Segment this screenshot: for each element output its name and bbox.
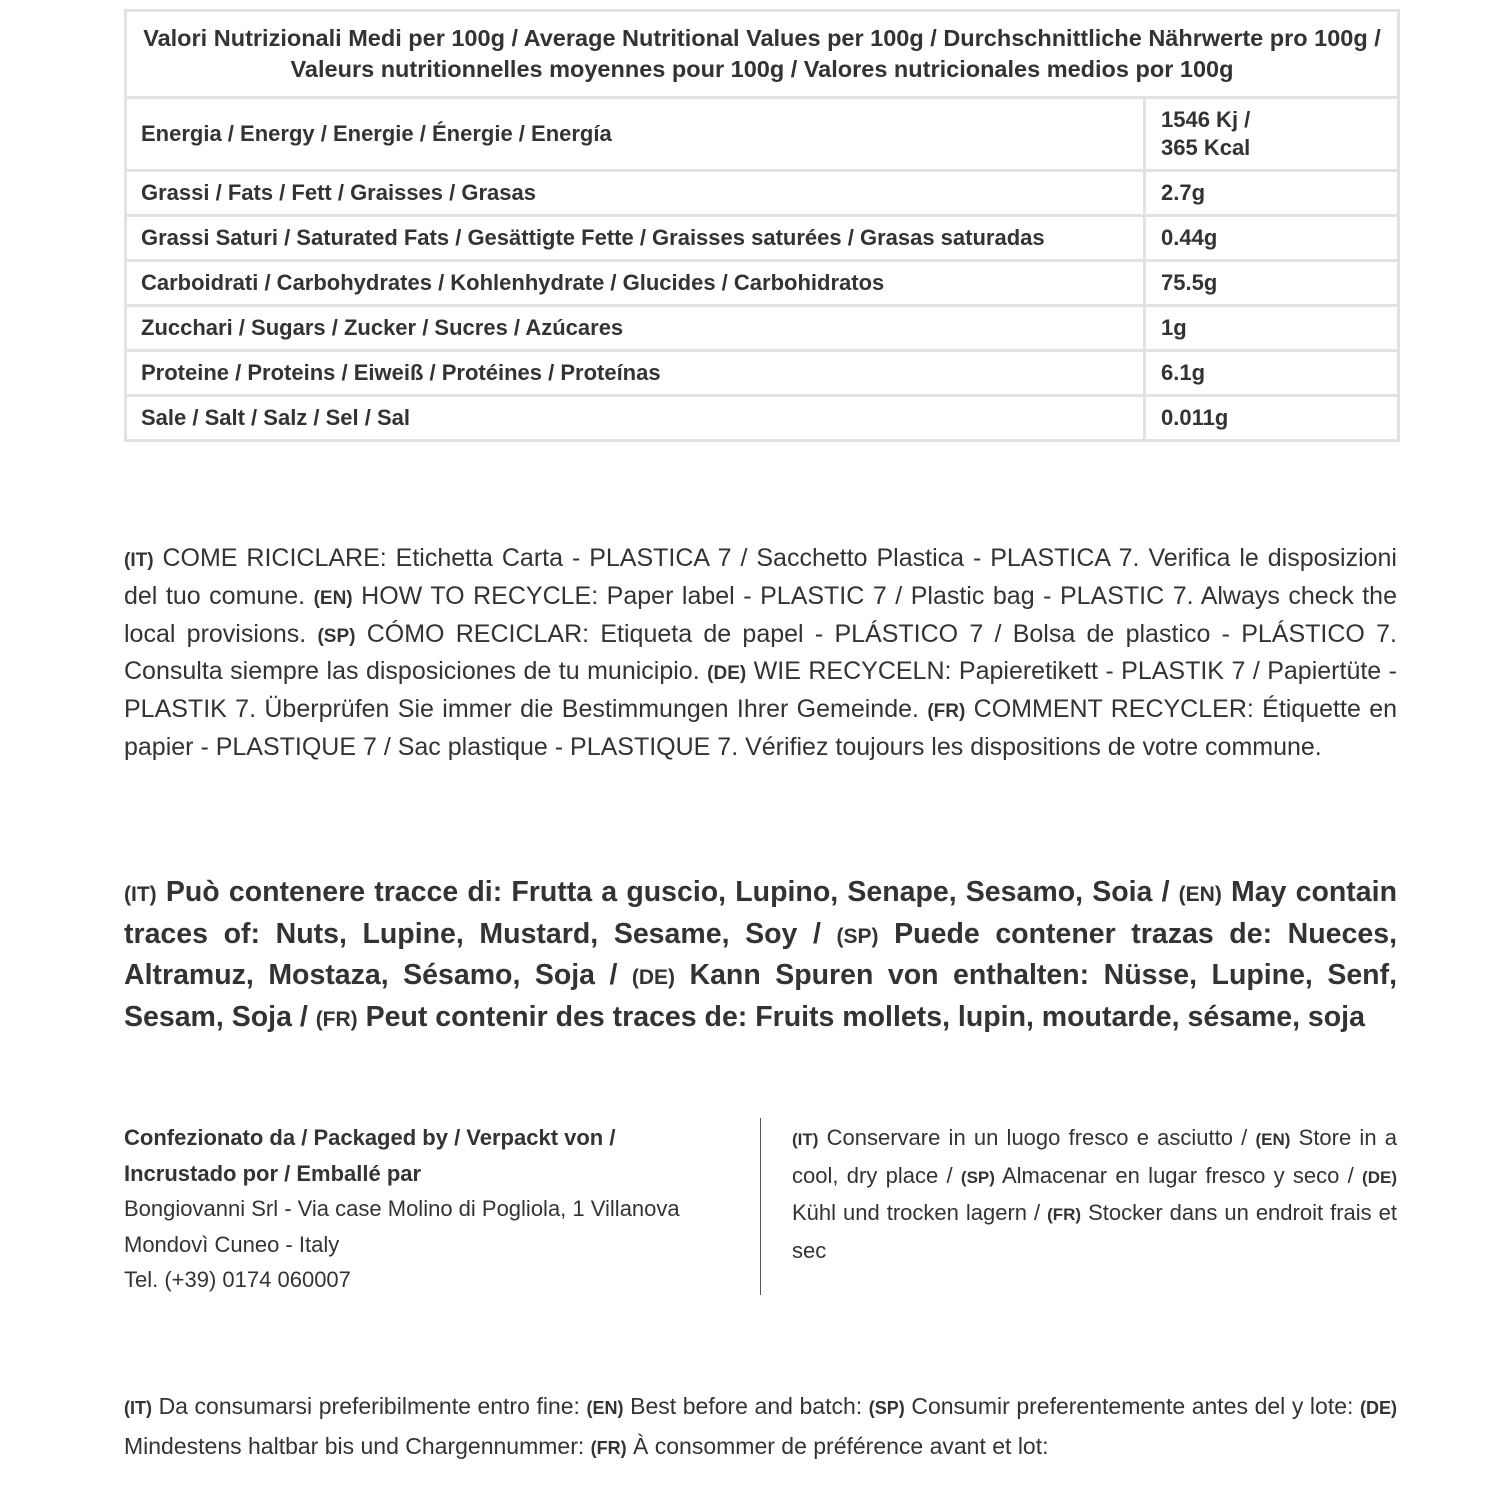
nutrient-label: Grassi / Fats / Fett / Graisses / Grasas [126,171,1145,216]
nutrient-label: Sale / Salt / Salz / Sel / Sal [126,396,1145,441]
recycle-text-it: COME RICICLARE: Etichetta Carta - PLASTICA 7 / Sacchetto Plastica - PLASTICA 7. Verifica le disposizioni del tuo comune. [124,544,1397,610]
column-divider [760,1118,761,1295]
table-row [126,98,1399,171]
recycle-text-sp: CÓMO RECICLAR: Etiqueta de papel - PLÁSTICO 7 / Bolsa de plastico - PLÁSTICO 7. Consulta siempre las disposiciones de tu municipio. [124,619,1397,686]
packager-heading: Confezionato da / Packaged by / Verpackt von / [124,1125,616,1150]
recycle-text-de: WIE RECYCELN: Papieretikett - PLASTIK 7 / Papiertüte - PLASTIK 7. Überprüfen Sie immer die Bestimmungen Ihrer Gemeinde. [124,657,1397,724]
lang-tag-de: (DE) [631,966,676,990]
packager-heading: Incrustado por / Emballé par [124,1160,422,1186]
table-row [126,396,1399,441]
allergen-text-it: Può contenere tracce di: Frutta a guscio, Lupino, Senape, Sesamo, Soia / [156,876,1179,908]
lang-tag-sp: (SP) [868,1398,905,1418]
bestbefore-text-de: Mindestens haltbar bis und Chargennummer: [124,1433,591,1459]
nutrient-label: Grassi Saturi / Saturated Fats / Gesättigte Fette / Graisses saturées / Grasas saturadas [126,216,1145,261]
nutrient-label: Zucchari / Sugars / Zucker / Sucres / Azúcares [126,306,1145,351]
nutrient-value: 1g [1145,306,1399,351]
energy-kcal: 365 Kcal [1161,135,1251,160]
nutrient-label: Proteine / Proteins / Eiweiß / Protéines / Proteínas [126,351,1145,396]
bestbefore-text-it: Da consumarsi preferibilmente entro fine: [151,1393,587,1419]
table-row [126,216,1399,261]
lang-tag-fr: (FR) [590,1438,627,1458]
bestbefore-text-fr: À consommer de préférence avant et lot: [626,1433,1049,1459]
nutrient-label: Carboidrati / Carbohydrates / Kohlenhydrate / Glucides / Carbohidratos [126,261,1145,306]
lang-tag-en: (EN) [313,587,353,609]
table-row [126,261,1399,306]
nutrition-table-header: Valori Nutrizionali Medi per 100g / Average Nutritional Values per 100g / Durchschnittliche Nährwerte pro 100g / Valeurs nutritionnelles moyennes pour 100g / Valores nutricionales medios por 100g [126,11,1399,98]
lang-tag-fr: (FR) [1047,1205,1082,1224]
nutrient-value [1145,98,1399,171]
storage-text-de: Kühl und trocken lagern / [792,1200,1048,1225]
packager-info [124,1120,744,1298]
energy-kj: 1546 Kj / [1161,107,1251,132]
packager-phone: Tel. (+39) 0174 060007 [124,1267,351,1292]
allergen-warning [124,873,1397,1039]
lang-tag-de: (DE) [707,663,747,685]
lang-tag-sp: (SP) [836,924,879,948]
lang-tag-de: (DE) [1360,1398,1397,1418]
table-row [126,306,1399,351]
allergen-text-sp: Puede contener trazas de: Nueces, Altramuz, Mostaza, Sésamo, Soja / [124,917,1397,992]
table-row [126,171,1399,216]
packager-address: Mondovì Cuneo - Italy [124,1231,340,1257]
lang-tag-it: (IT) [124,550,154,571]
bestbefore-text-en: Best before and batch: [623,1393,869,1419]
nutrient-value: 6.1g [1145,351,1399,396]
lang-tag-fr: (FR) [315,1007,358,1031]
lang-tag-fr: (FR) [927,701,966,723]
storage-text-fr: Stocker dans un endroit frais et sec [792,1200,1397,1263]
allergen-text-fr: Peut contenir des traces de: Fruits mollets, lupin, moutarde, sésame, soja [357,1000,1365,1033]
nutrient-value: 2.7g [1145,171,1399,216]
lang-tag-de: (DE) [1362,1167,1397,1187]
lang-tag-it: (IT) [792,1130,819,1149]
storage-text-sp: Almacenar en lugar fresco y seco / [994,1162,1363,1188]
storage-text-it: Conservare in un luogo fresco e asciutto / [818,1125,1256,1150]
recycle-text-fr: COMMENT RECYCLER: Étiquette en papier - PLASTIQUE 7 / Sac plastique - PLASTIQUE 7. Vérifiez toujours les dispositions de votre commune. [124,695,1398,761]
recycling-instructions [124,541,1397,765]
bestbefore-text-sp: Consumir preferentemente antes del y lote: [904,1393,1360,1419]
nutrient-value: 0.011g [1145,396,1399,441]
storage-instructions [792,1120,1397,1268]
allergen-text-de: Kann Spuren von enthalten: Nüsse, Lupine, Senf, Sesam, Soja / [124,959,1397,1033]
nutrient-label: Energia / Energy / Energie / Énergie / Energía [126,98,1145,171]
lang-tag-en: (EN) [1178,883,1222,906]
best-before-info [124,1387,1397,1467]
lang-tag-sp: (SP) [960,1167,995,1187]
nutrition-table [124,9,1400,442]
lang-tag-en: (EN) [1255,1130,1291,1149]
lang-tag-sp: (SP) [317,625,356,647]
lang-tag-it: (IT) [124,883,157,906]
lang-tag-en: (EN) [586,1398,624,1418]
storage-text-en: Store in a cool, dry place / [792,1125,1397,1188]
packager-address: Bongiovanni Srl - Via case Molino di Pogliola, 1 Villanova [124,1196,680,1221]
nutrient-value: 0.44g [1145,216,1399,261]
recycle-text-en: HOW TO RECYCLE: Paper label - PLASTIC 7 / Plastic bag - PLASTIC 7. Always check the local provisions. [124,581,1397,648]
nutrient-value: 75.5g [1145,261,1399,306]
allergen-text-en: May contain traces of: Nuts, Lupine, Mustard, Sesame, Soy / [124,876,1397,950]
table-row [126,351,1399,396]
lang-tag-it: (IT) [124,1398,152,1418]
